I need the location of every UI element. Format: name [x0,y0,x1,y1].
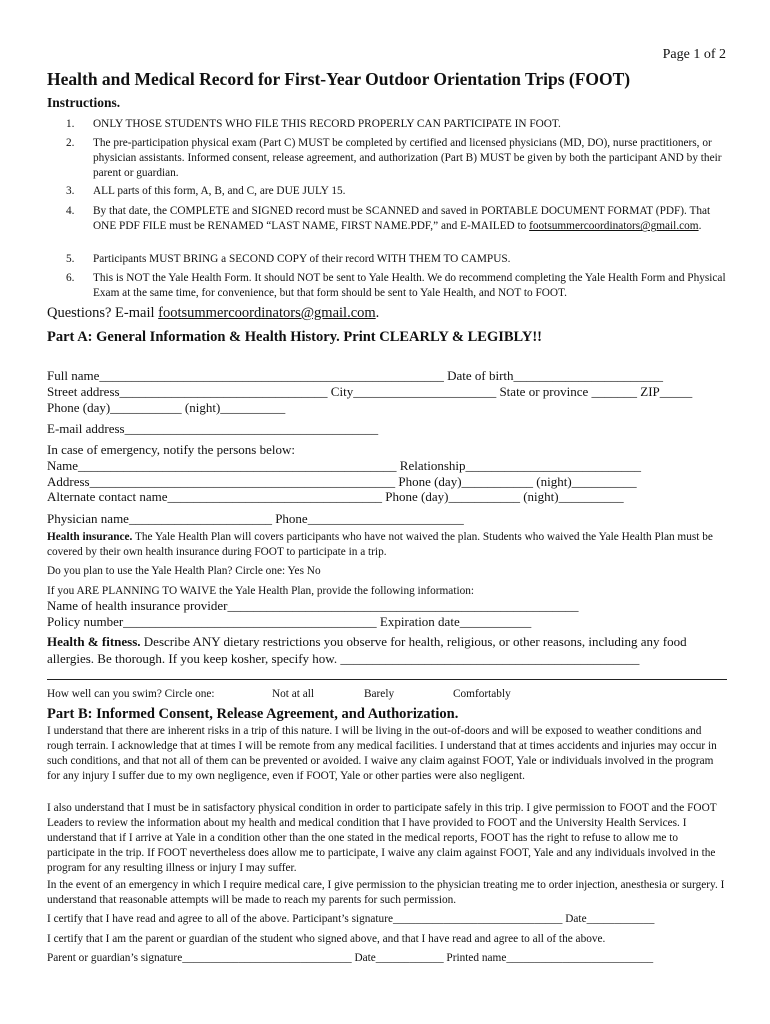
insurance-provider-line[interactable]: Name of health insurance provider______________________________________________________ [47,598,579,613]
instruction-item-4: 4. By that date, the COMPLETE and SIGNED record must be SCANNED and saved in PORTABLE DOCUMENT FORMAT (PDF). That ONE PDF FILE must be RENAMED “LAST NAME, FIRST NAME.PDF,” and E-MAILED to footsummercoordinators@gmail.com. [66,205,711,233]
address-line[interactable]: Street address________________________________ City______________________ State or province _______ ZIP_____ [47,384,693,399]
document-title: Health and Medical Record for First-Year Outdoor Orientation Trips (FOOT) [47,69,631,89]
emergency-intro: In case of emergency, notify the persons below: [47,442,296,457]
questions-line: Questions? E-mail footsummercoordinators@gmail.com. [47,305,380,321]
full-name-line[interactable]: Full name_____________________________________________________ Date of birth_______________________ [47,368,664,383]
instruction-item-1: 1. ONLY THOSE STUDENTS WHO FILE THIS RECORD PROPERLY CAN PARTICIPATE IN FOOT. [66,118,561,130]
email-link[interactable]: footsummercoordinators@gmail.com [529,220,699,233]
emergency-name-line[interactable]: Name_________________________________________________ Relationship___________________________ [47,458,642,473]
questions-email-link[interactable]: footsummercoordinators@gmail.com [158,305,376,321]
yale-plan-question[interactable]: Do you plan to use the Yale Health Plan? Circle one: Yes No [47,565,321,577]
email-line[interactable]: E-mail address_______________________________________ [47,421,379,436]
consent-paragraph-2: I also understand that I must be in satisfactory physical condition in order to participate safely in this trip. I give permission to FOOT and the FOOT Leaders to review the information about my health and medical condition that I have provided to FOOT and the University Health Services. I understand that if I arrive at Yale in a condition other than the one stated in the medical reports, FOOT has the right to refuse to allow me to participate in the trip. If FOOT nevertheless does allow me to participate, I waive any claim against FOOT, Yale and any individuals involved in the program for any resulting illness or injury I may suffer. [47,802,717,874]
policy-number-line[interactable]: Policy number_______________________________________ Expiration date___________ [47,614,532,629]
instruction-item-2: 2. The pre-participation physical exam (Part C) MUST be completed by certified and licensed physicians (MD, DO), nurse practitioners, or physician assistants. Informed consent, release agreement, and authorization (Part B) MUST be given by both the participant AND by their parent or guardian. [66,137,722,180]
parent-signature-line[interactable]: Parent or guardian’s signature______________________________ Date____________ Printed name__________________________ [47,952,654,964]
alternate-contact-line[interactable]: Alternate contact name_________________________________ Phone (day)___________ (night)__________ [47,489,624,504]
parent-certify-text: I certify that I am the parent or guardian of the student who signed above, and that I have read and agree to all of the above. [47,933,606,945]
swim-option-comfortably[interactable]: Comfortably [453,688,511,700]
health-insurance-paragraph: Health insurance. The Yale Health Plan will covers participants who have not waived the plan. Students who waived the Yale Health Plan must be covered by their own health insurance during FOOT to participate in a trip. [47,531,713,558]
page-number: Page 1 of 2 [662,47,726,62]
swim-option-not-at-all[interactable]: Not at all [272,688,315,700]
instruction-item-3: 3. ALL parts of this form, A, B, and C, are DUE JULY 15. [66,185,346,197]
instruction-item-5: 5. Participants MUST BRING a SECOND COPY of their record WITH THEM TO CAMPUS. [66,253,511,265]
instructions-heading: Instructions. [47,95,121,110]
consent-paragraph-1: I understand that there are inherent risks in a trip of this nature. I will be living in the out-of-doors and will be exposed to weather conditions and rough terrain. I acknowledge that at times I will be remote from any medical facilities. I understand that at times accidents and injuries may occur in such conditions, and that not all of them can be prevented or avoided. I waive any claim against FOOT, Yale or individuals involved in the program for any injury I suffer due to my own negligence, even if FOOT, Yale or other parties were also negligent. [47,725,717,782]
dietary-answer-line[interactable] [47,679,727,680]
physician-line[interactable]: Physician name______________________ Phone________________________ [47,511,464,526]
swim-option-barely[interactable]: Barely [364,688,395,700]
consent-paragraph-3: In the event of an emergency in which I require medical care, I give permission to the physician treating me to order injection, anesthesia or surgery. I understand that reasonable attempts will be made to reach my parents for such permission. [47,879,725,906]
waive-instructions: If you ARE PLANNING TO WAIVE the Yale Health Plan, provide the following information: [47,585,475,597]
swim-question: How well can you swim? Circle one: Not at all Barely Comfortably [47,688,511,700]
part-a-heading: Part A: General Information & Health History. Print CLEARLY & LEGIBLY!! [47,329,543,345]
emergency-address-line[interactable]: Address_______________________________________________ Phone (day)___________ (night)__________ [47,474,637,489]
health-fitness-paragraph[interactable]: Health & fitness. Describe ANY dietary restrictions you observe for health, religious, or other reasons, including any food allergies. Be thorough. If you keep kosher, specify how. ______________________________________________ [47,634,687,666]
instruction-item-6: 6. This is NOT the Yale Health Form. It should NOT be sent to Yale Health. We do recommend completing the Yale Health Form and Physical Exam at the same time, for convenience, but that form should be sent to Yale Health, and NOT to FOOT. [66,272,726,300]
phone-line[interactable]: Phone (day)___________ (night)__________ [47,400,286,415]
participant-signature-line[interactable]: I certify that I have read and agree to all of the above. Participant’s signature______________________________ Date____________ [47,913,655,925]
part-b-heading: Part B: Informed Consent, Release Agreement, and Authorization. [47,706,459,722]
